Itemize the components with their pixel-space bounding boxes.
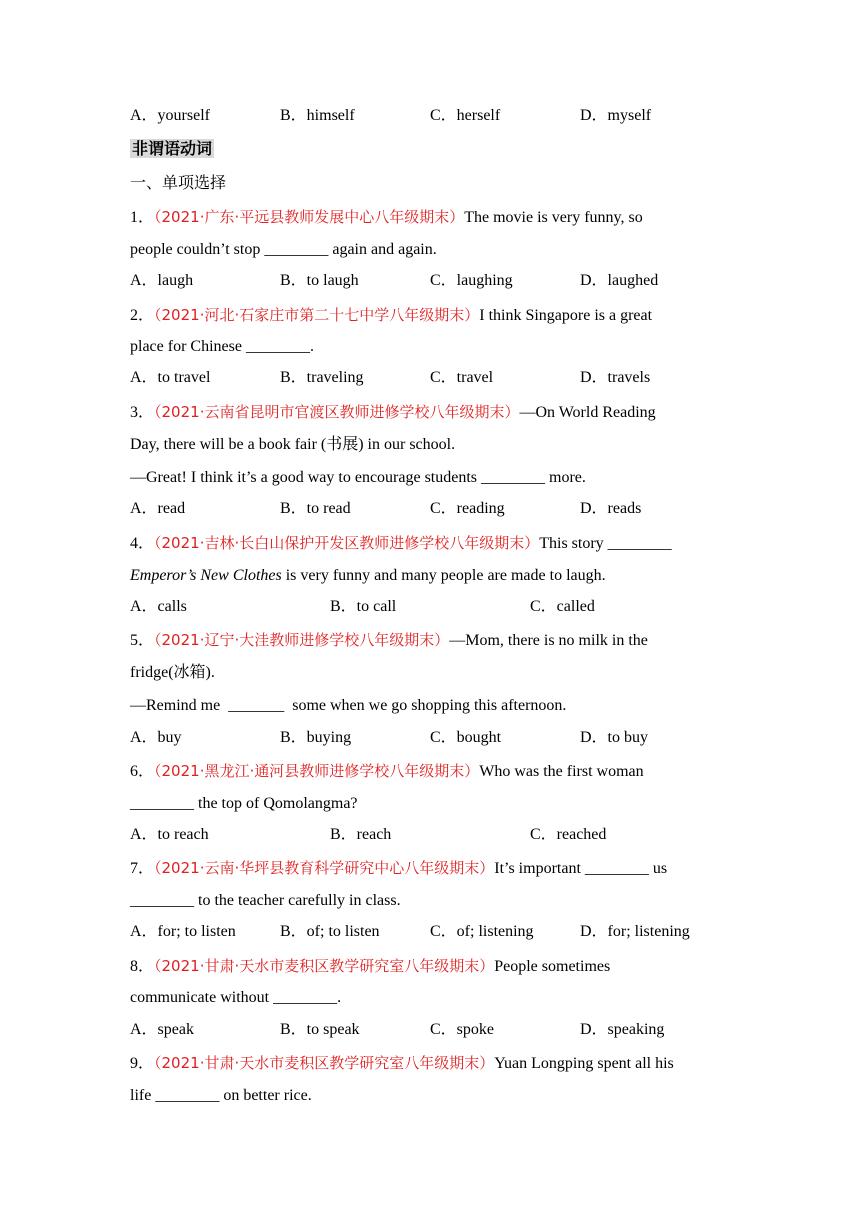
- option-d: D．to buy: [580, 729, 649, 746]
- question-6-line-1: [130, 761, 644, 782]
- question-source: （2021·黑龙江·通河县教师进修学校八年级期末）: [154, 762, 480, 780]
- question-3-line-1: [130, 402, 656, 423]
- option-c: C．herself: [430, 107, 501, 124]
- question-number: 4．: [130, 535, 155, 552]
- option-b: B．to laugh: [280, 272, 359, 289]
- option-a: A．yourself: [130, 107, 210, 124]
- question-6-options: [130, 825, 750, 845]
- option-b: B．to call: [330, 598, 397, 615]
- option-c: C．laughing: [430, 272, 513, 289]
- question-3-line-3: —Great! I think it’s a good way to encourage students ________ more.: [130, 469, 586, 486]
- section-title-row: [130, 139, 214, 160]
- question-1-line-1: [130, 207, 643, 228]
- option-b: B．reach: [330, 826, 392, 843]
- question-6-line-2: ________ the top of Qomolangma?: [130, 795, 358, 812]
- option-a: A．to travel: [130, 369, 211, 386]
- question-text: It’s important ________ us: [494, 860, 668, 877]
- question-4-line-1: [130, 533, 672, 554]
- subsection-title: 一、单项选择: [130, 173, 227, 192]
- question-number: 9．: [130, 1055, 155, 1072]
- option-d: D．travels: [580, 369, 651, 386]
- question-7-line-2: ________ to the teacher carefully in class.: [130, 892, 401, 909]
- option-a: A．for; to listen: [130, 923, 236, 940]
- question-number: 7．: [130, 860, 155, 877]
- question-8-line-2: communicate without ________.: [130, 989, 342, 1006]
- question-number: 1．: [130, 209, 155, 226]
- option-a: A．calls: [130, 598, 187, 615]
- book-title: Emperor’s New Clothes: [130, 567, 282, 584]
- option-b: B．of; to listen: [280, 923, 380, 940]
- question-2-line-2: place for Chinese ________.: [130, 338, 314, 355]
- option-a: A．speak: [130, 1021, 194, 1038]
- option-c: C．reading: [430, 500, 505, 517]
- question-source: （2021·云南省昆明市官渡区教师进修学校八年级期末）: [154, 403, 520, 421]
- question-text: I think Singapore is a great: [479, 307, 653, 324]
- question-5-line-2: fridge(冰箱).: [130, 664, 215, 681]
- option-d: D．reads: [580, 500, 642, 517]
- question-source: （2021·广东·平远县教师发展中心八年级期末）: [154, 208, 465, 226]
- question-5-options: [130, 728, 750, 748]
- question-4-line-2: [130, 566, 606, 586]
- option-b: B．traveling: [280, 369, 364, 386]
- question-number: 2．: [130, 307, 155, 324]
- option-c: C．travel: [430, 369, 494, 386]
- question-source: （2021·云南·华坪县教育科学研究中心八年级期末）: [154, 859, 495, 877]
- option-b: B．buying: [280, 729, 352, 746]
- question-text: —On World Reading: [519, 404, 656, 421]
- question-5-line-1: [130, 630, 648, 651]
- question-3-options: [130, 499, 750, 519]
- option-c: C．reached: [530, 826, 607, 843]
- option-d: D．for; listening: [580, 923, 690, 940]
- question-number: 6．: [130, 763, 155, 780]
- question-3-line-2: Day, there will be a book fair (书展) in our school.: [130, 436, 456, 453]
- option-a: A．buy: [130, 729, 182, 746]
- question-number: 5．: [130, 632, 155, 649]
- option-c: C．spoke: [430, 1021, 495, 1038]
- question-8-options: [130, 1020, 750, 1040]
- question-2-options: [130, 368, 750, 388]
- question-source: （2021·甘肃·天水市麦积区教学研究室八年级期末）: [154, 957, 495, 975]
- option-d: D．myself: [580, 107, 652, 124]
- question-text: This story ________: [539, 535, 672, 552]
- question-text: Who was the first woman: [479, 763, 644, 780]
- option-c: C．called: [530, 598, 595, 615]
- option-a: A．laugh: [130, 272, 194, 289]
- question-2-line-1: [130, 305, 652, 326]
- question-text: is very funny and many people are made to laugh.: [281, 567, 606, 584]
- option-b: B．himself: [280, 107, 355, 124]
- option-a: A．read: [130, 500, 186, 517]
- question-text: People sometimes: [494, 958, 611, 975]
- option-b: B．to read: [280, 500, 351, 517]
- option-a: A．to reach: [130, 826, 209, 843]
- question-text: The movie is very funny, so: [464, 209, 643, 226]
- question-7-options: [130, 922, 750, 942]
- question-text: Yuan Longping spent all his: [494, 1055, 674, 1072]
- question-text: —Mom, there is no milk in the: [449, 632, 648, 649]
- section-title: 非谓语动词: [132, 139, 213, 158]
- option-c: C．bought: [430, 729, 502, 746]
- question-5-line-3: —Remind me _______ some when we go shopping this afternoon.: [130, 697, 567, 714]
- option-c: C．of; listening: [430, 923, 534, 940]
- question-9-line-1: [130, 1053, 674, 1074]
- question-4-options: [130, 597, 750, 617]
- question-source: （2021·吉林·长白山保护开发区教师进修学校八年级期末）: [154, 534, 540, 552]
- question-source: （2021·河北·石家庄市第二十七中学八年级期末）: [154, 306, 480, 324]
- question-source: （2021·甘肃·天水市麦积区教学研究室八年级期末）: [154, 1054, 495, 1072]
- question-9-line-2: life ________ on better rice.: [130, 1087, 312, 1104]
- option-b: B．to speak: [280, 1021, 360, 1038]
- option-d: D．speaking: [580, 1021, 665, 1038]
- question-7-line-1: [130, 858, 667, 879]
- top-options: [130, 106, 750, 126]
- question-source: （2021·辽宁·大洼教师进修学校八年级期末）: [154, 631, 450, 649]
- question-number: 3．: [130, 404, 155, 421]
- question-1-options: [130, 271, 750, 291]
- option-d: D．laughed: [580, 272, 659, 289]
- question-8-line-1: [130, 956, 610, 977]
- question-number: 8．: [130, 958, 155, 975]
- question-1-line-2: people couldn’t stop ________ again and again.: [130, 241, 437, 258]
